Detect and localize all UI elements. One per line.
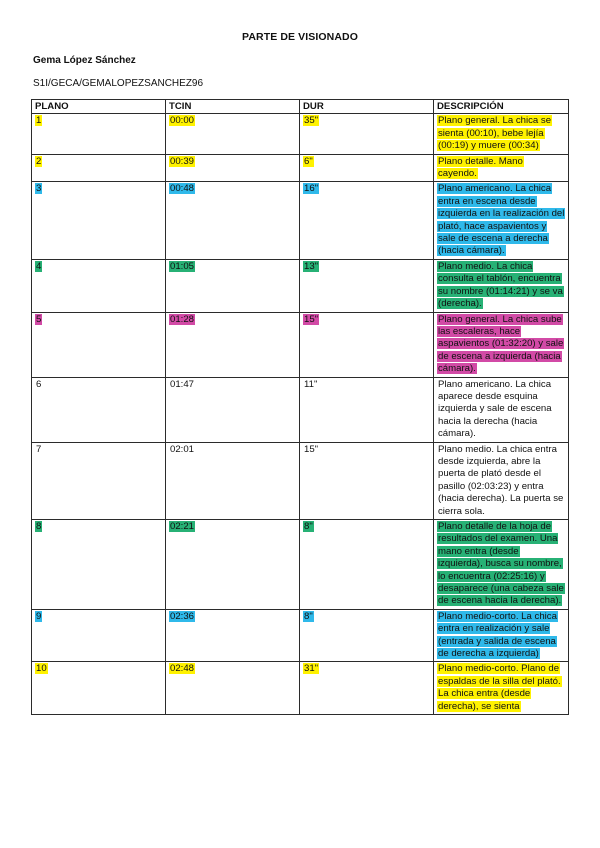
cell-tcin-text: 00:48 (170, 183, 195, 195)
cell-tcin (166, 182, 300, 259)
cell-tcin (166, 377, 300, 442)
cell-plano-text: 2 (36, 155, 42, 167)
cell-tcin-text: 02:36 (170, 610, 195, 622)
cell-plano (32, 442, 166, 519)
cell-descripcion (434, 442, 569, 519)
cell-plano (32, 114, 166, 154)
cell-dur (300, 182, 434, 259)
cell-tcin-text: 01:05 (170, 260, 195, 272)
user-id: S1I/GECA/GEMALOPEZSANCHEZ96 (33, 78, 204, 89)
cell-dur-text: 8" (304, 521, 313, 532)
cell-descripcion-text: Plano detalle. Mano cayendo. (438, 155, 523, 180)
cell-descripcion (434, 662, 569, 715)
cell-plano-text: 5 (36, 313, 42, 325)
cell-plano (32, 662, 166, 715)
cell-dur-text: 13" (304, 260, 319, 272)
cell-dur (300, 114, 434, 154)
cell-tcin-text: 02:01 (170, 443, 195, 455)
cell-descripcion-text: Plano americano. La chica entra en escena desde izquierda en la realización del plató, hace aspavientos y sale de escena a derecha (hacia cámara). (438, 183, 565, 257)
cell-dur (300, 662, 434, 715)
table-row (32, 442, 569, 519)
cell-descripcion-text: Plano medio. La chica consulta el tablón, encuentra su nombre (01:14:21) y se va (derecha). (438, 260, 563, 310)
cell-dur-text: 8" (304, 610, 313, 622)
cell-tcin-text: 01:28 (170, 313, 195, 325)
cell-tcin (166, 662, 300, 715)
cell-descripcion-text: Plano medio-corto. La chica entra en realización y sale (entrada y salida de escena de derecha a izquierda) (438, 610, 557, 660)
cell-tcin (166, 259, 300, 312)
cell-plano-text: 4 (36, 260, 42, 272)
cell-plano-text: 9 (36, 610, 42, 622)
cell-plano (32, 182, 166, 259)
cell-plano (32, 377, 166, 442)
cell-tcin (166, 442, 300, 519)
table-header-row (32, 100, 569, 114)
cell-descripcion-text: Plano medio-corto. Plano de espaldas de la silla del plató. La chica entra (desde derecha), se sienta (438, 663, 561, 712)
cell-dur (300, 377, 434, 442)
table-row (32, 259, 569, 312)
cell-tcin (166, 312, 300, 377)
table-body (32, 114, 569, 715)
cell-dur-text: 6" (304, 155, 313, 167)
cell-dur (300, 154, 434, 182)
cell-descripcion-text: Plano americano. La chica aparece desde esquina izquierda y sale de escena hacia la derecha (hacia cámara). (438, 378, 552, 440)
table-row (32, 114, 569, 154)
cell-dur-text: 15" (304, 313, 319, 325)
cell-tcin (166, 154, 300, 182)
cell-dur-text: 11" (304, 378, 318, 390)
shot-log-table (31, 99, 569, 715)
cell-plano (32, 154, 166, 182)
cell-tcin (166, 114, 300, 154)
table-row (32, 609, 569, 662)
cell-descripcion (434, 312, 569, 377)
cell-dur-text: 31" (304, 663, 319, 675)
cell-plano-text: 8 (36, 521, 42, 532)
cell-descripcion (434, 182, 569, 259)
table-row (32, 520, 569, 610)
cell-plano-text: 6 (36, 378, 42, 390)
cell-tcin-text: 02:21 (170, 521, 195, 532)
cell-tcin-text: 01:47 (170, 378, 195, 390)
table-row (32, 312, 569, 377)
cell-dur (300, 259, 434, 312)
cell-dur-text: 16" (304, 183, 319, 195)
cell-descripcion-text: Plano detalle de la hoja de resultados del examen. Una mano entra (desde izquierda), busca su nombre, lo encuentra (02:25:16) y desaparece (una cabeza sale de escena hacia la derecha). (438, 521, 564, 607)
cell-descripcion (434, 259, 569, 312)
document-title: PARTE DE VISIONADO (242, 31, 358, 43)
cell-tcin (166, 520, 300, 610)
cell-dur-text: 35" (304, 115, 319, 127)
cell-dur (300, 312, 434, 377)
table-row (32, 182, 569, 259)
cell-descripcion-text: Plano general. La chica se sienta (00:10), bebe lejía (00:19) y muere (00:34) (438, 115, 552, 152)
cell-tcin (166, 609, 300, 662)
table-row (32, 662, 569, 715)
cell-tcin-text: 00:39 (170, 155, 195, 167)
cell-descripcion (434, 114, 569, 154)
cell-plano-text: 3 (36, 183, 42, 195)
cell-descripcion (434, 520, 569, 610)
cell-dur (300, 442, 434, 519)
cell-dur-text: 15" (304, 443, 319, 455)
header-dur: DUR (300, 100, 434, 114)
cell-plano-text: 1 (36, 115, 42, 127)
cell-plano (32, 520, 166, 610)
header-plano: PLANO (32, 100, 166, 114)
cell-descripcion (434, 377, 569, 442)
cell-descripcion (434, 609, 569, 662)
cell-plano (32, 609, 166, 662)
cell-plano-text: 7 (36, 443, 42, 455)
cell-plano (32, 259, 166, 312)
cell-descripcion-text: Plano medio. La chica entra desde izquierda, abre la puerta de plató desde el pasillo (02:03:23) y entra (hacia derecha). La puerta se cierra sola. (438, 443, 564, 517)
table-row (32, 377, 569, 442)
cell-dur (300, 609, 434, 662)
cell-tcin-text: 02:48 (170, 663, 195, 675)
table-row (32, 154, 569, 182)
header-descripcion: DESCRIPCIÓN (434, 100, 569, 114)
cell-tcin-text: 00:00 (170, 115, 195, 127)
cell-plano-text: 10 (36, 663, 47, 675)
cell-plano (32, 312, 166, 377)
cell-descripcion (434, 154, 569, 182)
cell-dur (300, 520, 434, 610)
author-name: Gema López Sánchez (33, 55, 136, 66)
header-tcin: TCIN (166, 100, 300, 114)
cell-descripcion-text: Plano general. La chica sube las escaleras, hace aspavientos (01:32:20) y sale de escena a izquierda (hacia cámara). (438, 313, 564, 375)
